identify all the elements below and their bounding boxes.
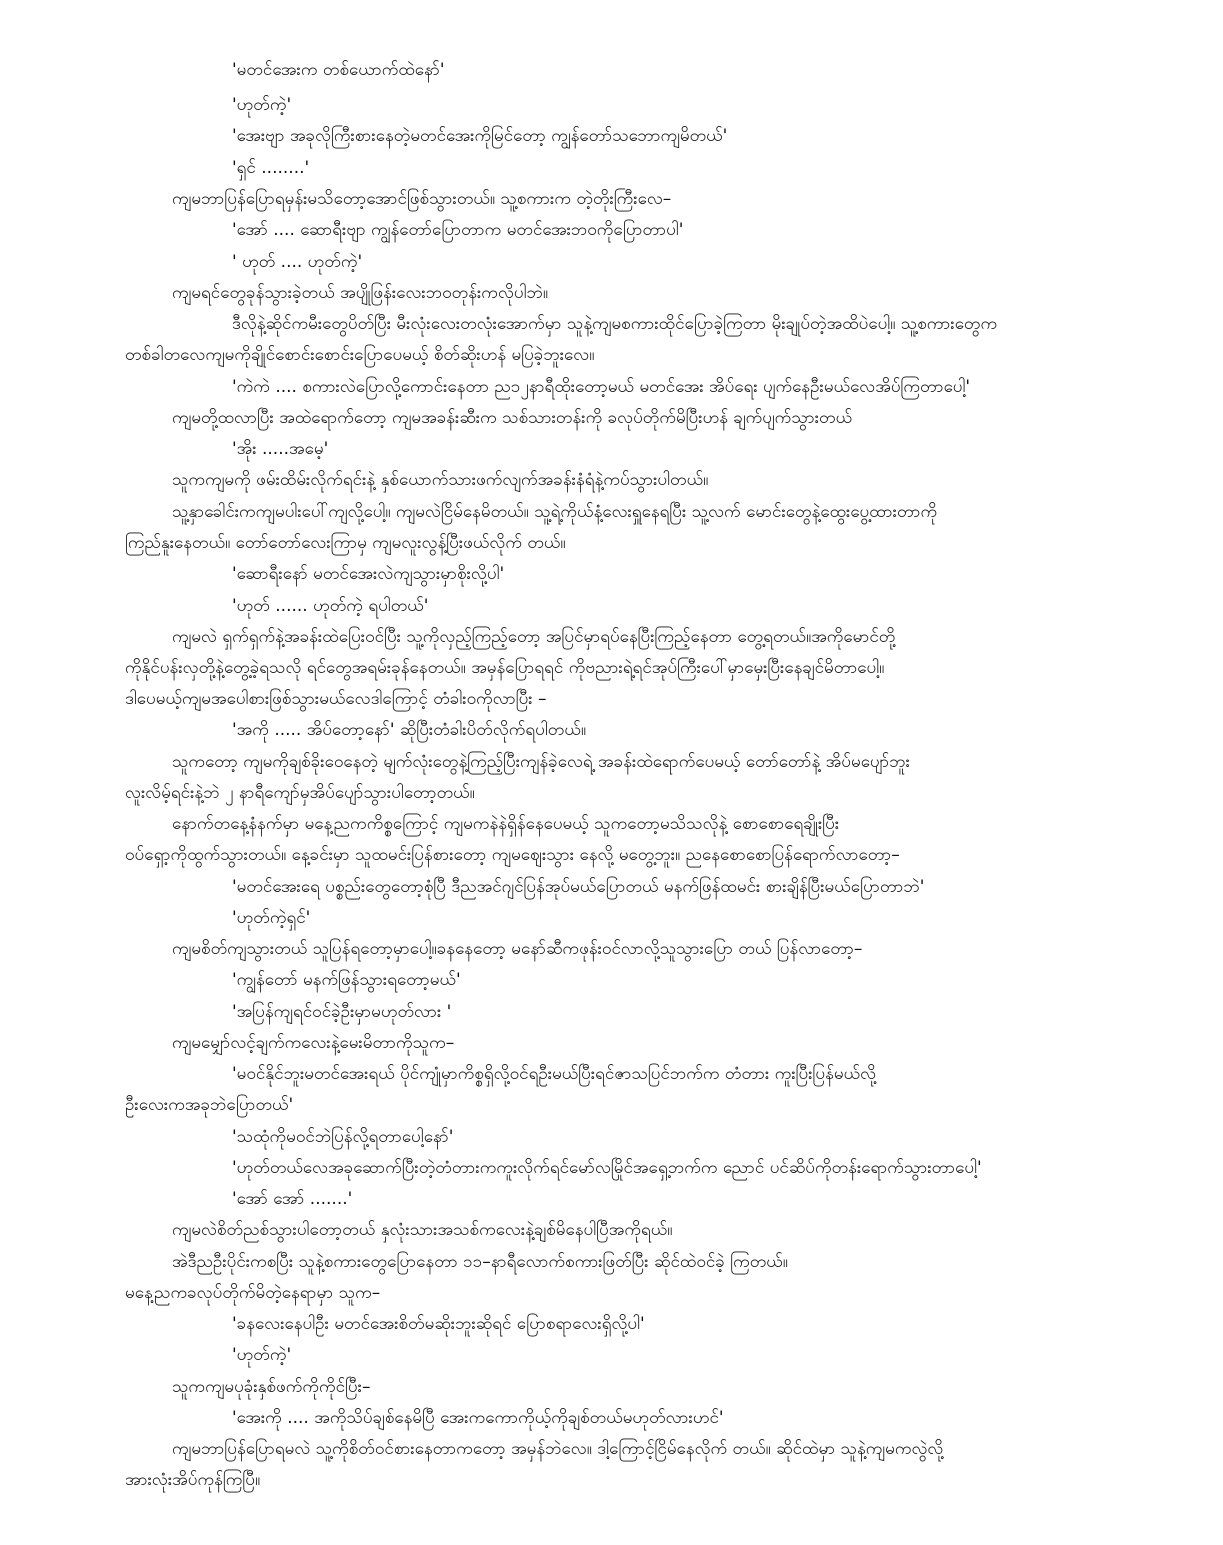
- text-line: ဒါပေမယ့်ကျမအပေါစားဖြစ်သွားမယ်လေဒါကြောင့် တံခါးဝကိုလာပြီး –: [125, 689, 547, 709]
- text-line: သူ့နှာခေါင်းကကျမပါးပေါ်ကျလို့ပေါ့။ ကျမလဲငြိမ်နေမိတယ်။ သူ့ရဲ့ကိုယ်နံ့လေးရှူနေရပြီး သူ့လက် မောင်းတွေနဲ့ထွေးပွေ့ထားတာကို: [172, 502, 938, 522]
- text-line: 'ဆောရီးနော် မတင်အေးလဲကျသွားမှာစိုးလို့ပါ': [232, 564, 505, 584]
- text-line: 'ဟုတ်ကဲ့ရှင်': [232, 908, 311, 928]
- text-line: တစ်ခါတလေကျမကိုချိုင်စောင်းစောင်းပြောပေမယ့် စိတ်ဆိုးဟန် မပြခဲ့ဘူးလေ။: [125, 345, 595, 365]
- text-line: 'ကျွန်တော် မနက်ဖြန်သွားရတော့မယ်': [232, 970, 461, 990]
- text-line: 'အေးကို .... အကိုသိပ်ချစ်နေမိပြီ အေးကကောကိုယ့်ကိုချစ်တယ်မဟုတ်လားဟင်': [232, 1408, 724, 1428]
- text-line: လူးလိမ့်ရင်းနဲ့ဘဲ ၂ နာရီကျော်မှအိပ်ပျော်သွားပါတော့တယ်။: [125, 783, 475, 803]
- text-line: 'မတင်အေးက တစ်ယောက်ထဲနော်': [232, 60, 445, 80]
- text-line: 'သထုံကိုမဝင်ဘဲပြန်လို့ရတာပေါ့နော်': [232, 1127, 454, 1147]
- text-line: သူကကျမပုခုံးနှစ်ဖက်ကိုကိုင်ပြီး–: [172, 1377, 371, 1397]
- text-line: နောက်တနေ့နံနက်မှာ မနေ့ညကကိစ္စကြောင့် ကျမကနဲနဲရှိန်နေပေမယ့် သူကတော့မသိသလိုနဲ့ စောစောရေချိုးပြီး: [172, 814, 840, 834]
- text-line: ကြည်နူးနေတယ်။ တော်တော်လေးကြာမှ ကျမလူးလွန့်ပြီးဖယ်လိုက် တယ်။: [125, 533, 566, 553]
- text-line: ကျမမျှော်လင့်ချက်ကလေးနဲ့မေးမိတာကိုသူက–: [172, 1033, 455, 1053]
- text-line: 'မဝင်နိုင်ဘူးမတင်အေးရယ် ပိုင်ကျုံမှာကိစ္စရှိလို့ဝင်ရဦးမယ်ပြီးရင်ဇာသပြင်ဘက်က တံတား ကူးပြီးပြန်မယ်လို့: [232, 1064, 877, 1084]
- text-line: မနေ့ညကခလုပ်တိုက်မိတဲ့နေရာမှာ သူက–: [125, 1283, 381, 1303]
- text-line: ဦးလေးကအခုဘဲပြောတယ်': [125, 1095, 294, 1115]
- text-line: ကျမဘာပြန်ပြောရမှန်းမသိတော့အောင်ဖြစ်သွားတယ်။ သူ့စကားက တဲ့တိုးကြီးလေ–: [172, 189, 672, 209]
- text-line: 'ဟုတ်ကဲ့': [232, 95, 292, 115]
- text-line: 'ရှင် ........': [232, 158, 310, 178]
- text-line: 'အကို ..... အိပ်တော့နော်' ဆိုပြီးတံခါးပိတ်လိုက်ရပါတယ်။: [232, 720, 586, 740]
- text-line: 'ဟုတ် ...... ဟုတ်ကဲ့ ရပါတယ်': [232, 596, 429, 616]
- text-line: ကျမလဲစိတ်ညစ်သွားပါတော့တယ် နှလုံးသားအသစ်ကလေးနဲ့ချစ်မိနေပါပြီအကိုရယ်။: [172, 1220, 673, 1240]
- text-line: ကျမလဲ ရှက်ရှက်နဲ့အခန်းထဲပြေးဝင်ပြီး သူ့ကိုလှည့်ကြည့်တော့ အပြင်မှာရပ်နေပြီးကြည့်နေတာ တွေ့ရတယ်။အကိုမောင်တို့: [172, 627, 896, 647]
- text-line: 'ကဲကဲ .... စကားလဲပြောလို့ကောင်းနေတာ ည၁၂နာရီထိုးတော့မယ် မတင်အေး အိပ်ရေး ပျက်နေဦးမယ်လေအိပ်ကြတာပေါ့': [232, 377, 971, 397]
- text-line: ကျမစိတ်ကျသွားတယ် သူပြန်ရတော့မှာပေါ့။ခနနေတော့ မနော်ဆီကဖုန်းဝင်လာလို့သူသွားပြော တယ် ပြန်လာတော့–: [172, 939, 863, 959]
- text-line: 'အေးဗျာ အခုလိုကြီးစားနေတဲ့မတင်အေးကိုမြင်တော့ ကျွန်တော်သဘောကျမိတယ်': [232, 126, 728, 146]
- text-line: ကိုနိုင်ပန်းလှတို့နဲ့တွေ့ခဲ့ရသလို ရင်တွေအရမ်းခုန်နေတယ်။ အမှန်ပြောရရင် ကိုဗညားရဲ့ရင်အုပ်ကြီးပေါ်မှာမှေးပြီးနေချင်မိတာပေါ့။: [125, 658, 885, 678]
- text-line: ကျမဘာပြန်ပြောရမလဲ သူ့ကိုစိတ်ဝင်စားနေတာကတော့ အမှန်ဘဲလေ။ ဒါ့ကြောင့်ငြိမ်နေလိုက် တယ်။ ဆိုင်ထဲမှာ သူနဲ့ကျမကလွဲလို့: [172, 1439, 944, 1459]
- text-line: 'ခနလေးနေပါဦး မတင်အေးစိတ်မဆိုးဘူးဆိုရင် ပြောစရာလေးရှိလို့ပါ': [232, 1314, 645, 1334]
- text-line: အားလုံးအိပ်ကုန်ကြပြီ။: [125, 1470, 261, 1490]
- text-line: ကျမရင်တွေခုန်သွားခဲ့တယ် အပျိုဖြန်းလေးဘဝတုန်းကလိုပါဘဲ။: [172, 283, 549, 303]
- text-line: သူကတော့ ကျမကိုချစ်ခိုးဝေနေတဲ့ မျက်လုံးတွေနဲ့ကြည့်ပြီးကျန်ခဲ့လေရဲ့ အခန်းထဲရောက်ပေမယ့် တော်တော်နဲ့ အိပ်မပျော်ဘူး: [172, 752, 910, 772]
- text-line: ကျမတို့ထလာပြီး အထဲရောက်တော့ ကျမအခန်းဆီးက သစ်သားတန်းကို ခလုပ်တိုက်မိပြီးဟန် ချက်ပျက်သွားတယ်: [172, 408, 853, 428]
- text-line: 'အော် အော် .......': [232, 1189, 353, 1209]
- text-line: 'ဟုတ်တယ်လေအခုဆောက်ပြီးတဲ့တံတားကကူးလိုက်ရင်မော်လမြိုင်အရှေ့ဘက်က ညောင် ပင်ဆိပ်ကိုတန်းရောက်သွားတာပေါ့': [232, 1158, 982, 1178]
- text-line: 'ဟုတ်ကဲ့': [232, 1345, 292, 1365]
- text-line: ' ဟုတ် .... ဟုတ်ကဲ့': [232, 252, 363, 272]
- text-line: အဲဒီညဦးပိုင်းကစပြီး သူနဲ့စကားတွေပြောနေတာ ၁၁–နာရီလောက်စကားဖြတ်ပြီး ဆိုင်ထဲဝင်ခဲ့ ကြတယ်။: [172, 1252, 788, 1272]
- text-line: 'အပြန်ကျရင်ဝင်ခဲ့ဦးမှာမဟုတ်လား ': [232, 1002, 452, 1022]
- text-line: 'အိုး .....အမေ့': [232, 439, 329, 459]
- text-line: 'မတင်အေးရေ ပစ္စည်းတွေတော့စုံပြီ ဒီညအင်ဂျင်ပြန်အုပ်မယ်ပြောတယ် မနက်ဖြန်ထမင်း စားချိန်ပြီးမယ်ပြောတာဘဲ': [232, 877, 925, 897]
- text-line: 'အော် .... ဆောရီးဗျာ ကျွန်တော်ပြောတာက မတင်အေးဘဝကိုပြောတာပါ': [232, 220, 684, 240]
- text-line: ဝပ်ရှော့ကိုထွက်သွားတယ်။ နေ့ခင်းမှာ သူထမင်းပြန်စားတော့ ကျမဈေးသွား နေလို့ မတွေ့ဘူး။ ညနေစောစောပြန်ရောက်လာတော့–: [125, 845, 900, 865]
- text-line: ဒီလိုနဲ့ဆိုင်ကမီးတွေပိတ်ပြီး မီးလုံးလေးတလုံးအောက်မှာ သူနဲ့ကျမစကားထိုင်ပြောခဲ့ကြတာ မိုးချုပ်တဲ့အထိပဲပေါ့။ သူ့စကားတွေက: [232, 314, 998, 334]
- text-line: သူကကျမကို ဖမ်းထိမ်းလိုက်ရင်းနဲ့ နှစ်ယောက်သားဖက်လျက်အခန်းနံရံနဲ့ကပ်သွားပါတယ်။: [172, 470, 709, 490]
